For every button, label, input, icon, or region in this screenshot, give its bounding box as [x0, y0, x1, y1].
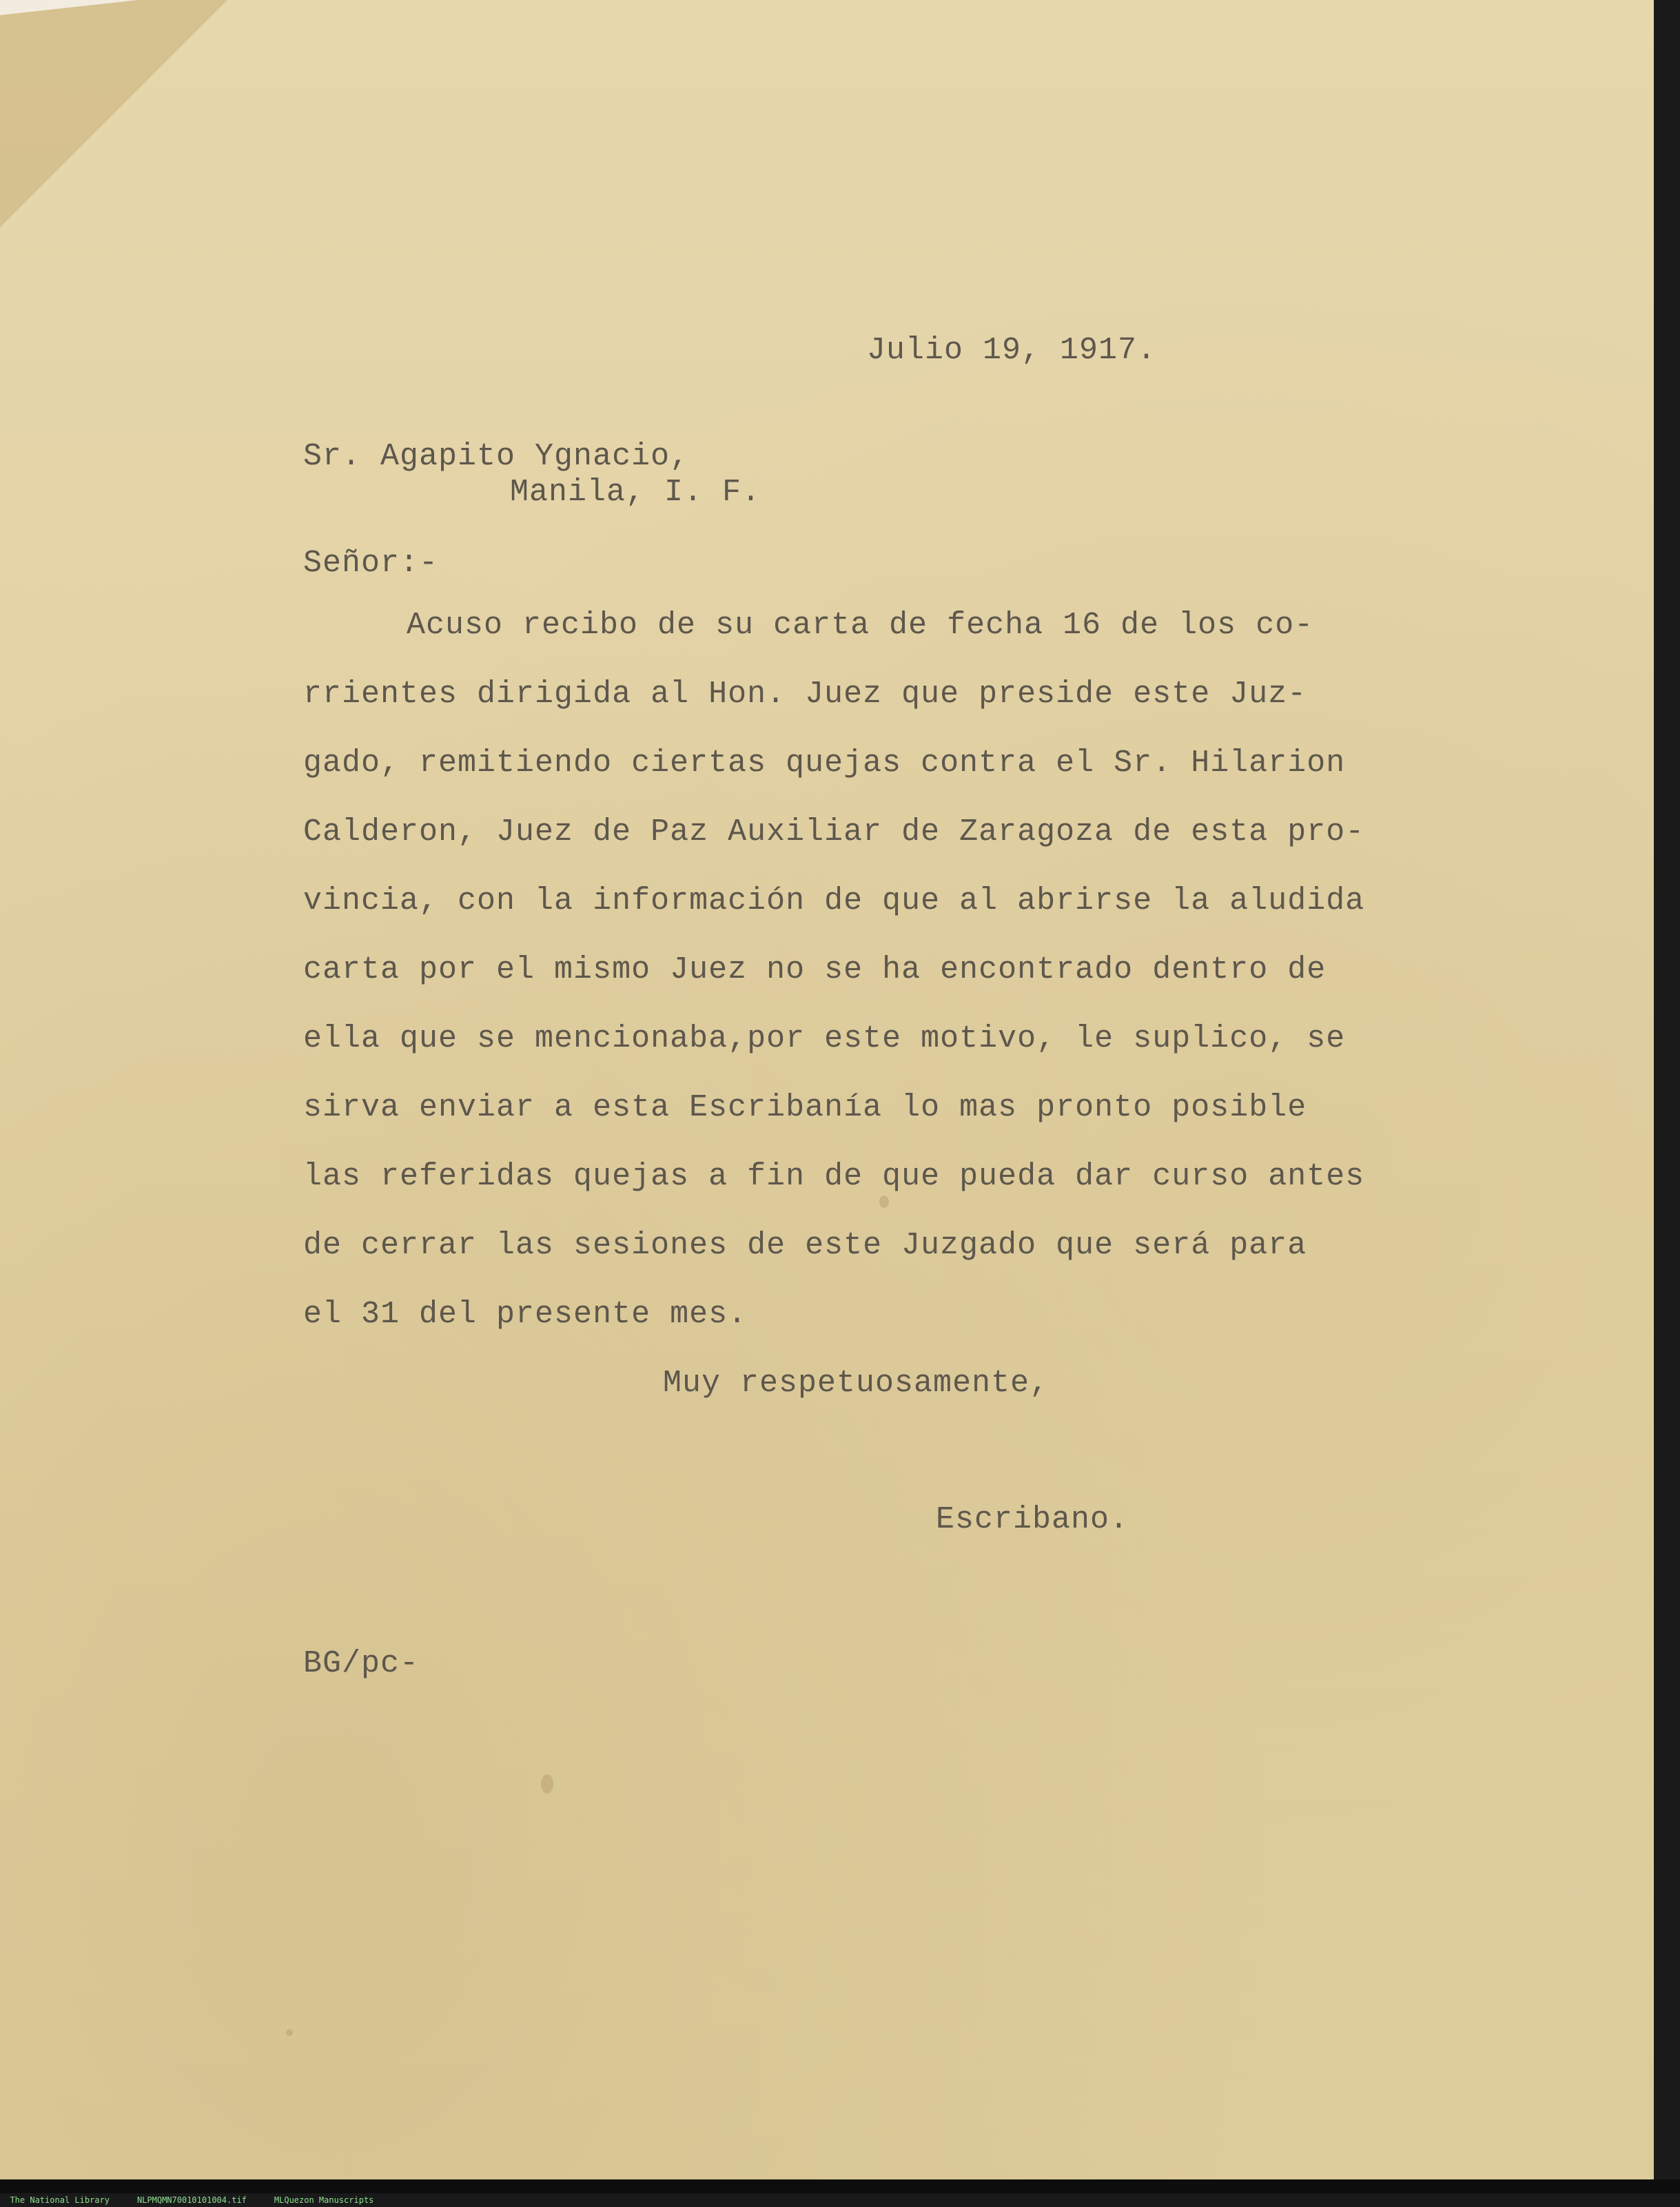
body-line: sirva enviar a esta Escribanía lo mas pronto posible — [303, 1090, 1307, 1125]
signature-title: Escribano. — [936, 1502, 1129, 1537]
footer-institution: The National Library — [10, 2195, 110, 2205]
body-line: Acuso recibo de su carta de fecha 16 de los co- — [407, 608, 1314, 643]
body-line: vincia, con la información de que al abrirse la aludida — [303, 883, 1365, 918]
recipient-location: Manila, I. F. — [510, 475, 761, 510]
closing: Muy respetuosamente, — [663, 1366, 1049, 1401]
paper-stain — [541, 1774, 553, 1794]
typist-initials: BG/pc- — [303, 1646, 420, 1681]
body-line: las referidas quejas a fin de que pueda dar curso antes — [303, 1159, 1365, 1194]
scan-footer — [0, 2179, 1680, 2205]
recipient-name: Sr. Agapito Ygnacio, — [303, 439, 690, 474]
paper-stain — [286, 2029, 293, 2036]
body-line: ella que se mencionaba,por este motivo, le suplico, se — [303, 1021, 1346, 1056]
body-line: el 31 del presente mes. — [303, 1297, 748, 1332]
footer-collection: MLQuezon Manuscripts — [274, 2195, 374, 2205]
body-line: gado, remitiendo ciertas quejas contra el Sr. Hilarion — [303, 746, 1346, 781]
body-line: carta por el mismo Juez no se ha encontrado dentro de — [303, 952, 1326, 987]
torn-corner — [0, 0, 138, 15]
letter-date: Julio 19, 1917. — [867, 333, 1157, 368]
body-line: rrientes dirigida al Hon. Juez que preside este Juz- — [303, 677, 1307, 712]
salutation: Señor:- — [303, 546, 439, 581]
folded-corner — [0, 0, 227, 227]
body-line: de cerrar las sesiones de este Juzgado que será para — [303, 1228, 1307, 1263]
body-line: Calderon, Juez de Paz Auxiliar de Zaragoza de esta pro- — [303, 814, 1365, 850]
footer-file-name: NLPMQMN70010101004.tif — [136, 2195, 247, 2205]
letter-body — [303, 591, 1475, 1349]
